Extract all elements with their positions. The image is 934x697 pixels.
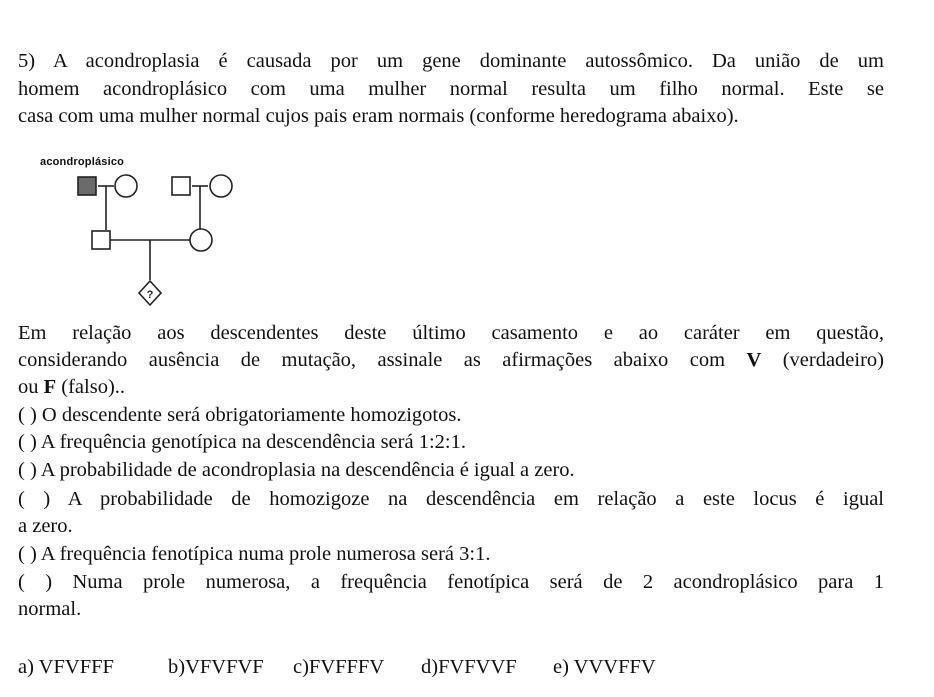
statement-5: ( ) A frequência fenotípica numa prole numerosa será 3:1. xyxy=(18,543,491,565)
pedigree-label: acondroplásico xyxy=(40,156,125,168)
instruction-line-2 xyxy=(18,348,884,373)
son-male-symbol xyxy=(92,231,110,249)
statement-4: ( ) A probabilidade de homozigoze na descendência em relação a este locus é igual xyxy=(18,488,884,510)
instruction-line-3 xyxy=(18,375,884,400)
statement-2: ( ) A frequência genotípica na descendência será 1:2:1. xyxy=(18,431,466,453)
pedigree-chart xyxy=(34,150,254,310)
statement-1: ( ) O descendente será obrigatoriamente homozigotos. xyxy=(18,404,462,426)
female-symbol-1 xyxy=(115,175,137,197)
instruction-line-2-end: (verdadeiro) xyxy=(782,349,885,371)
option-b[interactable]: b)VFVFVF xyxy=(168,656,264,678)
statement-4-cont: a zero. xyxy=(18,515,73,537)
question-line-1: 5) A acondroplasia é causada por um gene dominante autossômico. Da união de um xyxy=(18,50,884,72)
instruction-line-1: Em relação aos descendentes deste último casamento e ao caráter em questão, xyxy=(18,322,884,344)
statement-6: ( ) Numa prole numerosa, a frequência fenotípica será de 2 acondroplásico para 1 xyxy=(18,571,884,593)
instruction-line-3-start: ou xyxy=(18,376,39,398)
instruction-line-2-text: considerando ausência de mutação, assinale as afirmações abaixo com xyxy=(18,349,726,371)
wife-female-symbol xyxy=(190,229,212,251)
male-symbol-1 xyxy=(172,177,190,195)
instruction-line-3-end: (falso).. xyxy=(61,376,126,398)
option-e[interactable]: e) VVVFFV xyxy=(553,656,656,678)
female-symbol-2 xyxy=(210,175,232,197)
option-d[interactable]: d)FVFVVF xyxy=(421,656,517,678)
affected-male-symbol xyxy=(78,177,96,195)
statement-6-cont: normal. xyxy=(18,598,82,620)
answer-options xyxy=(18,655,656,680)
option-a[interactable]: a) VFVFFF xyxy=(18,656,114,678)
true-marker: V xyxy=(746,349,762,371)
unknown-mark: ? xyxy=(146,289,154,301)
statement-3: ( ) A probabilidade de acondroplasia na descendência é igual a zero. xyxy=(18,459,575,481)
option-c[interactable]: c)FVFFFV xyxy=(293,656,385,678)
question-line-3: casa com uma mulher normal cujos pais eram normais (conforme heredograma abaixo). xyxy=(18,105,739,127)
question-line-2: homem acondroplásico com uma mulher normal resulta um filho normal. Este se xyxy=(18,78,884,100)
false-marker: F xyxy=(43,376,57,398)
pedigree-diagram xyxy=(34,150,254,310)
